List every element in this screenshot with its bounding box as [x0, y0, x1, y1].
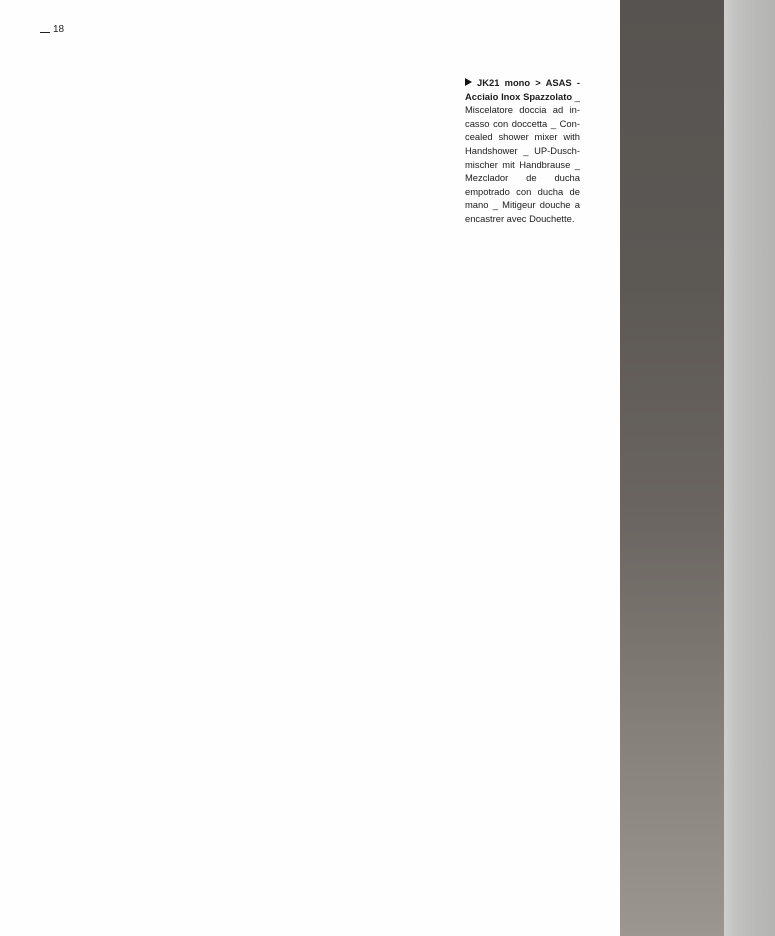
page-number-block	[40, 24, 64, 35]
page-number-dash	[40, 32, 50, 34]
caption-body: _ Miscelatore doccia ad incasso con doccetta _ Concealed shower mixer with Handshower _ UP-Duschmischer mit Handbrause _ Mezclador de ducha empotrado con ducha de mano _ Mitigeur douche a encastrer avec Douchette.	[465, 90, 580, 224]
photo-light-panel	[724, 0, 775, 936]
product-photo-strip	[620, 0, 775, 936]
caption-title: JK21 mono > ASAS - Acciaio Inox Spazzolato	[465, 77, 580, 102]
photo-dark-panel	[620, 0, 724, 936]
page-number: 18	[53, 24, 65, 35]
product-caption	[465, 76, 580, 226]
play-arrow-icon	[465, 78, 472, 86]
